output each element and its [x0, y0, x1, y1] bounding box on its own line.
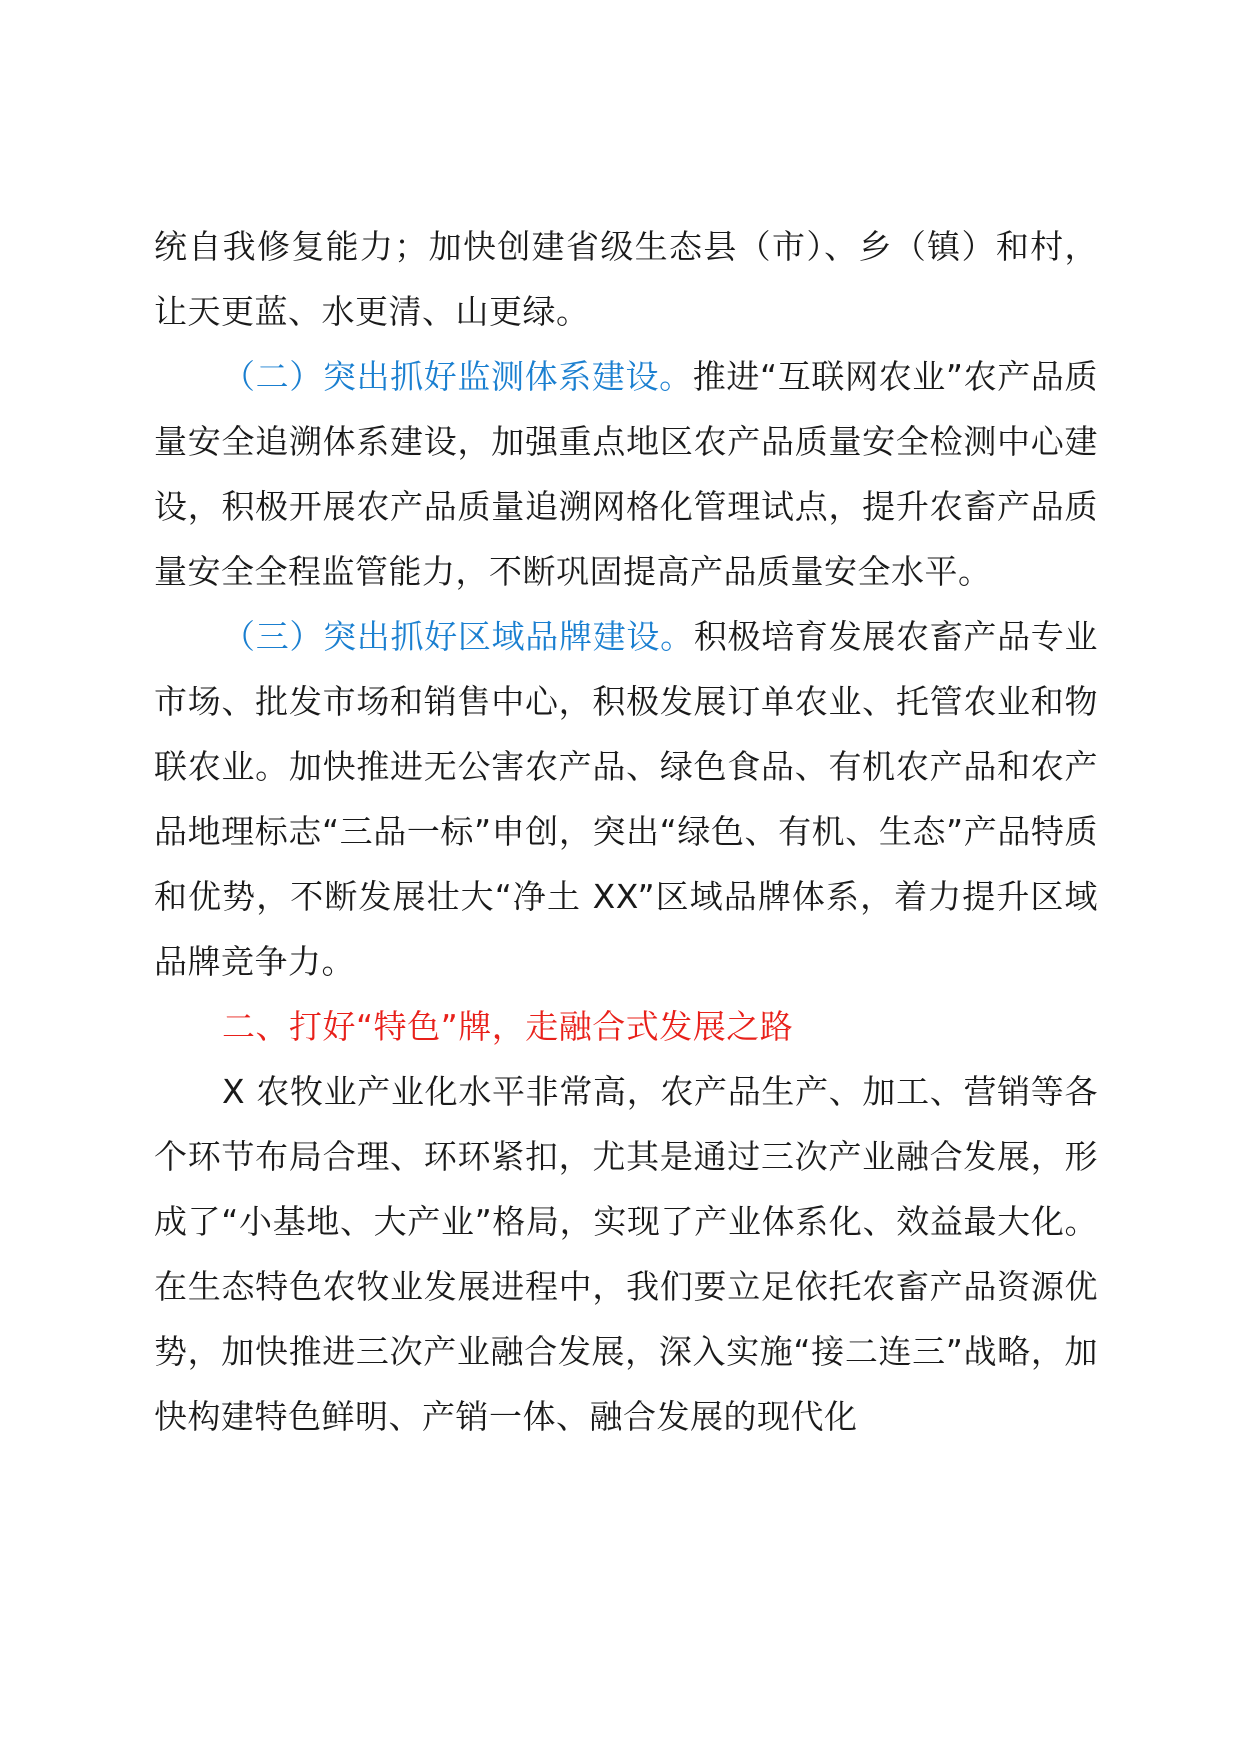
subsection-heading: （三）突出抓好区域品牌建设。 — [222, 617, 694, 656]
paragraph-industrialization — [154, 1059, 1098, 1449]
paragraph-continuation — [154, 214, 1098, 344]
paragraph-regional-brand — [154, 604, 1098, 994]
paragraph-text: X 农牧业产业化水平非常高，农产品生产、加工、营销等各个环节布局合理、环环紧扣，尤其是通过三次产业融合发展，形成了“小基地、大产业”格局，实现了产业体系化、效益最大化。在生态特色农牧业发展进程中，我们要立足依托农畜产品资源优势，加快推进三次产业融合发展，深入实施“接二连三”战略，加快构建特色鲜明、产销一体、融合发展的现代化 — [154, 1072, 1098, 1436]
section-title-text: 二、打好“特色”牌，走融合式发展之路 — [222, 1007, 794, 1046]
paragraph-monitoring-system — [154, 344, 1098, 604]
subsection-heading: （二）突出抓好监测体系建设。 — [222, 357, 693, 396]
paragraph-text: 推进“互联网农业”农产品质量安全追溯体系建设，加强重点地区农产品质量安全检测中心建设，积极开展农产品质量追溯网格化管理试点，提升农畜产品质量安全全程监管能力，不断巩固提高产品质量安全水平。 — [154, 357, 1098, 591]
section-title — [154, 994, 1098, 1059]
paragraph-text: 统自我修复能力；加快创建省级生态县（市）、乡（镇）和村，让天更蓝、水更清、山更绿。 — [154, 227, 1098, 331]
document-body — [154, 214, 1098, 1449]
paragraph-text: 积极培育发展农畜产品专业市场、批发市场和销售中心，积极发展订单农业、托管农业和物联农业。加快推进无公害农产品、绿色食品、有机农产品和农产品地理标志“三品一标”申创，突出“绿色、有机、生态”产品特质和优势，不断发展壮大“净土 XX”区域品牌体系，着力提升区域品牌竞争力。 — [154, 617, 1099, 981]
